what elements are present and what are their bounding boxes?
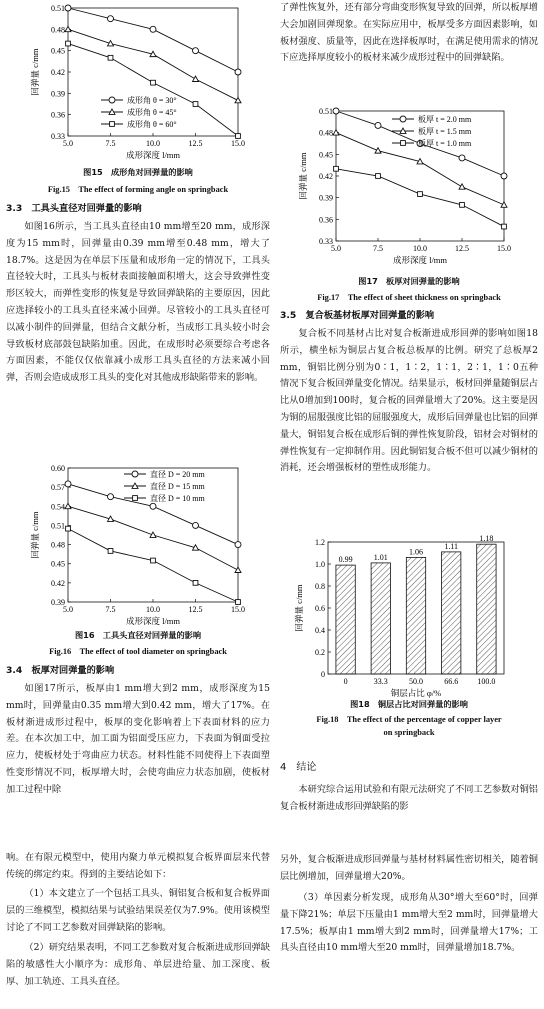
bar xyxy=(406,557,425,674)
legend-marker xyxy=(400,116,406,122)
bar-value-label: 1.18 xyxy=(479,534,494,544)
y-tick-label: 0.45 xyxy=(51,46,65,56)
conclusion-continuation-2: 另外，复合板渐进成形回弹量与基材材料属性密切相关，随着铜层比例增加，回弹量增大20%。 xyxy=(280,854,538,882)
conclusion-continuation: 响。在有限元模型中，使用内聚力单元模拟复合板界面层来代替传统的绑定约束。得到的主要结论如下： xyxy=(6,852,270,880)
data-point xyxy=(375,148,381,153)
bar xyxy=(336,565,355,674)
x-tick-label: 7.5 xyxy=(105,605,116,614)
data-point xyxy=(501,202,507,207)
data-point xyxy=(150,26,156,32)
data-point xyxy=(459,184,465,189)
legend-marker xyxy=(109,97,115,103)
section-3-4-body: 如图17所示，板厚由1 mm增大到2 mm，成形深度为15 mm时，回弹量由0.35 mm增大到0.42 mm，增大了17%。在板材渐进成形过程中，板厚的变化影响着上下表面材料的应力差。在本次加工中，加工面为铝面受压应力，下表面为铜面受拉应力，使板材处于弯曲应力状态。材料性能不同使得上下表面塑性变形情况不同，板厚增大时，会使弯曲应力状态加剧，使板材加工过程中除 xyxy=(6,683,270,795)
data-point xyxy=(459,155,465,161)
y-tick-label: 0.42 xyxy=(319,172,333,181)
y-tick-label: 1.0 xyxy=(315,560,325,569)
y-tick-label: 0.33 xyxy=(319,237,333,246)
x-axis-label: 成形深度 l/mm xyxy=(125,616,181,626)
data-point xyxy=(193,102,198,107)
x-tick-label: 5.0 xyxy=(63,139,73,148)
data-point xyxy=(65,481,71,487)
fig15-caption-cn: 图15 成形角对回弹量的影响 xyxy=(83,167,193,177)
series-line xyxy=(336,169,504,227)
y-tick-label: 0.51 xyxy=(51,4,65,13)
y-tick-label: 0.39 xyxy=(51,598,65,607)
y-tick-label: 0.45 xyxy=(51,559,65,569)
data-point xyxy=(502,224,507,229)
data-point xyxy=(193,580,198,585)
fig16-caption-cn: 图16 工具头直径对回弹量的影响 xyxy=(74,630,202,640)
x-tick-label: 12.5 xyxy=(188,139,203,148)
legend-label: 直径 D = 10 mm xyxy=(150,494,205,503)
y-tick-label: 0.39 xyxy=(319,193,333,203)
y-tick-label: 0.48 xyxy=(319,128,333,138)
legend-label: 板厚 t = 2.0 mm xyxy=(418,115,472,124)
y-tick-label: 0.8 xyxy=(315,582,325,591)
y-tick-label: 0.45 xyxy=(319,150,333,160)
fig15-caption-en: Fig.15 The effect of forming angle on springback xyxy=(47,185,229,194)
data-point xyxy=(235,567,241,572)
section-3-4-title: 3.4 板厚对回弹量的影响 xyxy=(6,665,115,676)
y-tick-label: 0.54 xyxy=(51,502,65,512)
legend-label: 成形角 θ = 30° xyxy=(127,96,177,105)
figure-17 xyxy=(280,105,536,270)
y-tick-label: 0.48 xyxy=(51,540,65,550)
fig17-chart xyxy=(280,105,536,270)
x-tick-label: 10.0 xyxy=(146,139,160,148)
y-tick-label: 0.42 xyxy=(51,578,65,588)
y-tick-label: 0.39 xyxy=(51,89,65,99)
conclusion-item-2: （2）研究结果表明，不同工艺参数对复合板渐进成形回弹缺陷的敏感性大小顺序为：成形角、单层进给量、加工深度、板厚、加工轨迹、工具头直径。 xyxy=(6,942,270,987)
y-axis-label: 回弹量 c/mm xyxy=(294,584,304,632)
y-tick-label: 0.33 xyxy=(51,132,65,141)
x-tick-label: 12.5 xyxy=(188,605,203,614)
bar-value-label: 1.11 xyxy=(444,541,459,551)
x-tick-label: 5.0 xyxy=(331,244,341,253)
data-point xyxy=(375,122,381,128)
fig18-caption-en-line2: on springback xyxy=(383,728,435,737)
data-point xyxy=(150,532,156,537)
y-tick-label: 1.2 xyxy=(315,538,325,547)
data-point xyxy=(65,5,71,11)
y-tick-label: 0.36 xyxy=(51,110,65,120)
section-3-3-title: 3.3 工具头直径对回弹量的影响 xyxy=(6,203,142,214)
figure-18 xyxy=(280,530,536,705)
y-tick-label: 0.4 xyxy=(315,626,325,635)
x-tick-label: 10.0 xyxy=(146,605,160,614)
series-line xyxy=(68,8,238,72)
y-tick-label: 0.51 xyxy=(319,107,333,116)
section-3-4-continuation: 了弹性恢复外，还有部分弯曲变形恢复导致的回弹，所以板厚增大会加剧回弹现象。在实际应用中，板厚受多方面因素影响，如板材强度、质量等，因此在选择板厚时，在满足使用需求的情况下应选择厚度较小的板材来减少成形过程中的回弹缺陷。 xyxy=(280,2,538,64)
x-tick-label: 10.0 xyxy=(413,244,427,253)
y-tick-label: 0.36 xyxy=(319,215,333,225)
y-tick-label: 0.48 xyxy=(51,25,65,35)
data-point xyxy=(66,526,71,531)
fig18-chart xyxy=(280,530,536,705)
data-point xyxy=(236,600,241,605)
section-4-body: 本研究综合运用试验和有限元法研究了不同工艺参数对铜铝复合板材渐进成形回弹缺陷的影 xyxy=(280,784,538,812)
x-tick-label: 12.5 xyxy=(455,244,469,253)
bar xyxy=(371,563,390,674)
data-point xyxy=(66,41,71,46)
data-point xyxy=(236,134,241,139)
fig15-chart xyxy=(6,2,268,160)
x-tick-label: 100.0 xyxy=(477,677,496,686)
bar xyxy=(477,544,496,674)
x-axis-label: 成形深度 l/mm xyxy=(125,150,181,160)
bar-value-label: 1.06 xyxy=(409,547,423,557)
conclusion-item-3: （3）单因素分析发现，成形角从30°增大至60°时，回弹量下降21%；单层下压量由1 mm增大至2 mm时，回弹量增大17.5%；板厚由1 mm增大到2 mm时，回弹量增大17%；工具头直径由10 mm增大至20 mm时，回弹量增加18.7%。 xyxy=(280,892,538,954)
x-tick-label: 15.0 xyxy=(231,605,245,614)
legend-label: 成形角 θ = 60° xyxy=(127,120,177,129)
x-tick-label: 50.0 xyxy=(409,677,423,686)
data-point xyxy=(501,173,507,179)
x-tick-label: 7.5 xyxy=(105,139,116,148)
y-axis-label: 回弹量 c/mm xyxy=(30,511,40,559)
legend-marker xyxy=(110,122,115,127)
conclusion-item-1: （1）本文建立了一个包括工具头、铜铝复合板和复合板界面层的三维模型，模拟结果与试验结果误差仅为7.9%。使用该模型讨论了不同工艺参数对回弹缺陷的影响。 xyxy=(6,888,270,933)
figure-15 xyxy=(6,2,268,160)
series-line xyxy=(68,529,238,602)
y-tick-label: 0.57 xyxy=(51,483,65,493)
data-point xyxy=(193,522,199,528)
x-tick-label: 15.0 xyxy=(231,139,245,148)
data-point xyxy=(333,108,339,114)
fig18-caption-cn: 图18 铜层占比对回弹量的影响 xyxy=(350,699,468,709)
data-point xyxy=(418,192,423,197)
legend-marker xyxy=(133,496,138,501)
x-tick-label: 5.0 xyxy=(63,605,73,614)
x-tick-label: 7.5 xyxy=(373,244,383,253)
y-axis-label: 回弹量 c/mm xyxy=(298,152,308,200)
data-point xyxy=(193,76,199,81)
data-point xyxy=(108,16,114,22)
data-point xyxy=(108,549,113,554)
x-axis-label: 成形深度 l/mm xyxy=(392,255,448,265)
section-3-5-title: 3.5 复合板基材板厚对回弹量的影响 xyxy=(280,310,435,321)
data-point xyxy=(334,166,339,171)
y-tick-label: 0.42 xyxy=(51,68,65,77)
data-point xyxy=(108,494,114,500)
section-3-5-body: 复合板不同基材占比对复合板渐进成形回弹的影响如图18所示，横坐标为铜层占复合板总板厚的比例。研究了总板厚2 mm，铜铝比例分别为0∶1，1∶2，1∶1，2∶1，1∶0五种情况下复合板回弹量变化情况。结果显示，板材回弹量随铜层占比从0增加到100时，复合板的回弹量增大了20%。这主要是因为铜的屈服强度比铝的屈服强度大，成形后回弹量也比铝的回弹量大，铜铝复合板在成形后铜的弹性恢复阶段，铝材会对铜材的弹性恢复有一定抑制作用。因此铜铝复合板不但可以减少铜材的消耗，还会增强板材的塑性成形能力。 xyxy=(280,328,538,474)
x-tick-label: 0 xyxy=(343,677,348,686)
legend-marker xyxy=(401,141,406,146)
section-4-title: 4 结论 xyxy=(280,762,317,773)
legend-label: 成形角 θ = 45° xyxy=(127,108,177,117)
data-point xyxy=(235,97,241,102)
y-tick-label: 0.6 xyxy=(315,604,325,613)
bar-value-label: 1.01 xyxy=(373,552,388,562)
data-point xyxy=(235,542,241,548)
bar xyxy=(442,552,461,674)
series-line xyxy=(68,29,238,100)
fig16-caption-en: Fig.16 The effect of tool diameter on springback xyxy=(49,647,227,656)
data-point xyxy=(193,48,199,54)
y-tick-label: 0 xyxy=(321,670,325,679)
y-axis-label: 回弹量 c/mm xyxy=(30,48,40,96)
data-point xyxy=(460,202,465,207)
legend-label: 直径 D = 15 mm xyxy=(150,482,205,491)
legend-label: 板厚 t = 1.0 mm xyxy=(418,139,472,148)
fig16-chart xyxy=(6,462,268,626)
legend-marker xyxy=(132,471,138,477)
section-3-3-body: 如图16所示，当工具头直径由10 mm增至20 mm，成形深度为15 mm时，回弹量由0.39 mm增至0.48 mm，增大了18.7%。这是因为在单层下压量和成形角一定的情况下，工具头直径较大时，工具头与板材表面接触面积增大，这会导致弹性变形区较大，而弹性变形的恢复是导致回弹缺陷的主要原因，因此应选择较小的工具头直径来减小回弹。尽管较小的工具头直径可以减小制件的回弹量，但结合文献分析，当成形工具头较小时会导致板材底部鼓包缺陷加重。因此，在成形时必须要综合考虑各方面因素，不能仅仅依靠减小成形工具头直径的方法来减小回弹，否则会造成成形工具头的变化对其他成形缺陷带来的影响。 xyxy=(6,221,270,384)
figure-16 xyxy=(6,462,268,626)
x-axis-label: 铜层占比 φ/% xyxy=(390,688,442,698)
data-point xyxy=(150,503,156,509)
data-point xyxy=(235,69,241,75)
x-tick-label: 15.0 xyxy=(497,244,511,253)
x-tick-label: 66.6 xyxy=(444,677,459,686)
legend-label: 直径 D = 20 mm xyxy=(150,470,205,479)
fig18-caption-en: Fig.18 The effect of the percentage of copper layer xyxy=(316,715,502,724)
legend-label: 板厚 t = 1.5 mm xyxy=(418,127,472,136)
y-tick-label: 0.60 xyxy=(51,464,65,473)
fig17-caption-en: Fig.17 The effect of sheet thickness on springback xyxy=(317,293,501,302)
data-point xyxy=(151,80,156,85)
fig17-caption-cn: 图17 板厚对回弹量的影响 xyxy=(358,276,460,286)
y-tick-label: 0.2 xyxy=(315,648,325,657)
bar-value-label: 0.99 xyxy=(338,555,353,565)
x-tick-label: 33.3 xyxy=(373,677,388,686)
y-tick-label: 0.51 xyxy=(51,521,65,531)
data-point xyxy=(376,174,381,179)
data-point xyxy=(108,55,113,60)
data-point xyxy=(151,558,156,563)
